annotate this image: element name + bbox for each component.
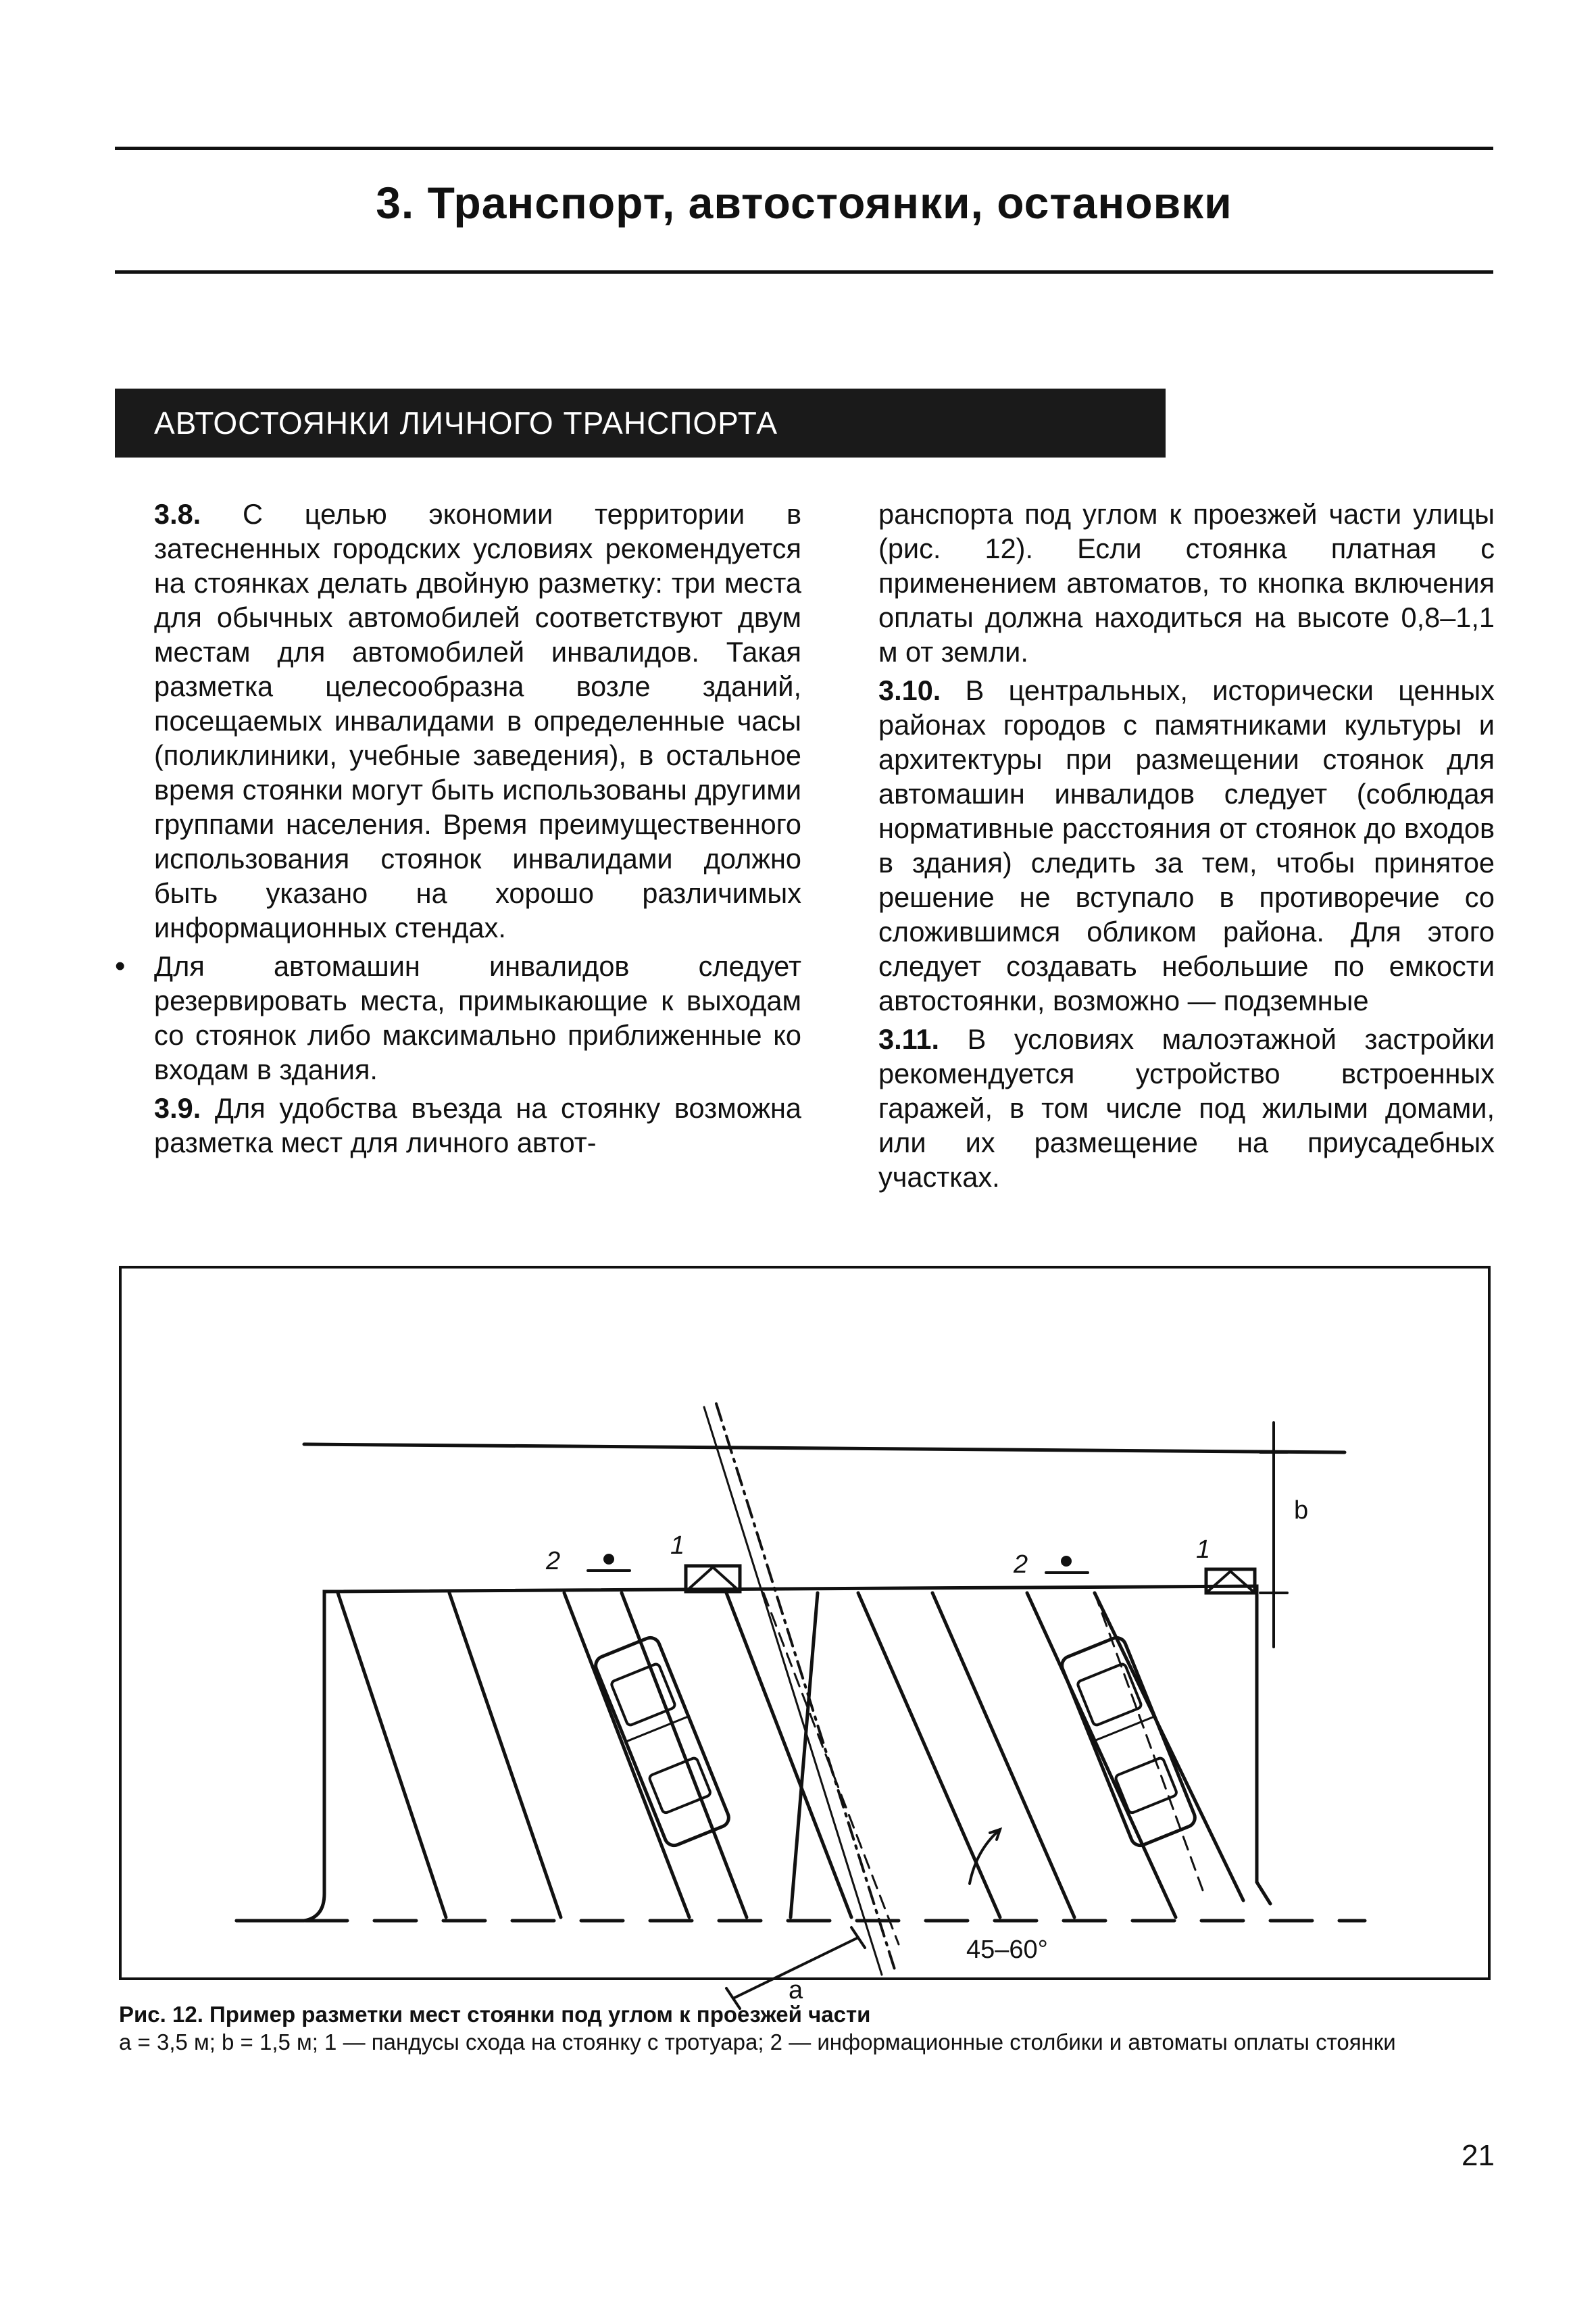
label-ramp: 1 (670, 1531, 685, 1560)
accessible-aisle-dashed (1095, 1593, 1203, 1890)
bullet-item (115, 949, 801, 1087)
caption-text: a = 3,5 м; b = 1,5 м; 1 — пандусы схода на стоянку с тротуара; 2 — информационные столбики и автоматы оплаты стоянки (119, 2029, 1396, 2054)
label-angle: 45–60° (966, 1936, 1048, 1964)
bullet-text: Для автомашин инвалидов следует резервировать места, примыкающие к выходам со стоянок либо максимально приближенные ко входам в здания. (154, 950, 801, 1085)
stall-line (564, 1593, 689, 1917)
label-dimension-b: b (1294, 1496, 1309, 1525)
paragraph-text: В условиях малоэтажной застройки рекомендуется устройство встроенных гаражей, в том числе под жилыми домами, или их размещение на приусадебных участках. (878, 1023, 1495, 1193)
header-rule-top (115, 147, 1493, 150)
stall-line (858, 1593, 1000, 1917)
info-post-icon (1046, 1556, 1088, 1573)
text-column-right (878, 497, 1495, 1198)
paragraph-text: ранспорта под углом к проезжей части улицы (рис. 12). Если стоянка платная с применением автоматов, то кнопка включения оплаты должна находиться на высоте 0,8–1,1 м от земли. (878, 498, 1495, 668)
chapter-title: 3. Транспорт, автостоянки, остановки (376, 178, 1232, 228)
page-number: 21 (1462, 2139, 1495, 2172)
label-info-post: 2 (1014, 1550, 1028, 1579)
label-ramp: 1 (1196, 1535, 1211, 1564)
info-post-icon (588, 1554, 630, 1571)
text-column-left (115, 497, 801, 1164)
caption-title: Рис. 12. Пример разметки мест стоянки под углом к проезжей части (119, 2002, 871, 2027)
paragraph-3-10 (878, 673, 1495, 1018)
header-rule-bottom (115, 270, 1493, 274)
sidewalk-edge-line (304, 1444, 1345, 1452)
paragraph-text: Для удобства въезда на стоянку возможна разметка мест для личного автот- (154, 1092, 801, 1158)
paragraph-3-9 (154, 1091, 801, 1160)
paragraph-3-9-continued (878, 497, 1495, 669)
paragraph-number: 3.10. (878, 674, 941, 706)
section-heading: АВТОСТОЯНКИ ЛИЧНОГО ТРАНСПОРТА (115, 389, 1166, 458)
paragraph-3-8 (154, 497, 801, 945)
stall-line (449, 1593, 561, 1917)
centerline-dashdot (716, 1404, 895, 1971)
dimension-a-tick (851, 1927, 865, 1948)
paragraph-number: 3.9. (154, 1092, 201, 1124)
car-icon (593, 1635, 731, 1848)
label-dimension-a: a (789, 1976, 803, 2004)
stall-line (726, 1593, 851, 1917)
ramp-icon (1206, 1569, 1255, 1593)
paragraph-number: 3.11. (878, 1023, 940, 1055)
bullet-icon: • (115, 950, 126, 983)
parking-layout-diagram (122, 1269, 1488, 2004)
curb-left-corner (236, 1894, 324, 1921)
figure-12-frame (119, 1266, 1491, 2004)
stall-line (338, 1593, 446, 1917)
paragraph-text: С целью экономии территории в затесненных городских условиях рекомендуется на стоянках делать двойную разметку: три места для обычных автомобилей соответствуют двум местам для автомобилей инвалидов. Такая разметка целесообразна возле зданий, посещаемых инвалидами в определенные часы (поликлиники, учебные заведения), в остальное время стоянки могут быть использованы другими группами населения. Время преимущественного использования стоянок инвалидами должно быть указано на хорошо различимых информационных стендах. (154, 498, 801, 943)
figure-caption (119, 2000, 1504, 2056)
label-info-post: 2 (546, 1547, 561, 1575)
paragraph-text: В центральных, исторически ценных районах городов с памятниками культуры и архитектуры при размещении стоянок для автомашин инвалидов следует (соблюдая нормативные расстояния от стоянок до входов в здания) следить за тем, чтобы принятое решение не вступало в противоречие со сложившимся обликом района. Для этого следует создавать небольшие по емкости автостоянки, возможно — подземные (878, 674, 1495, 1016)
stall-line (932, 1593, 1074, 1917)
paragraph-3-11 (878, 1022, 1495, 1194)
paragraph-number: 3.8. (154, 498, 201, 530)
